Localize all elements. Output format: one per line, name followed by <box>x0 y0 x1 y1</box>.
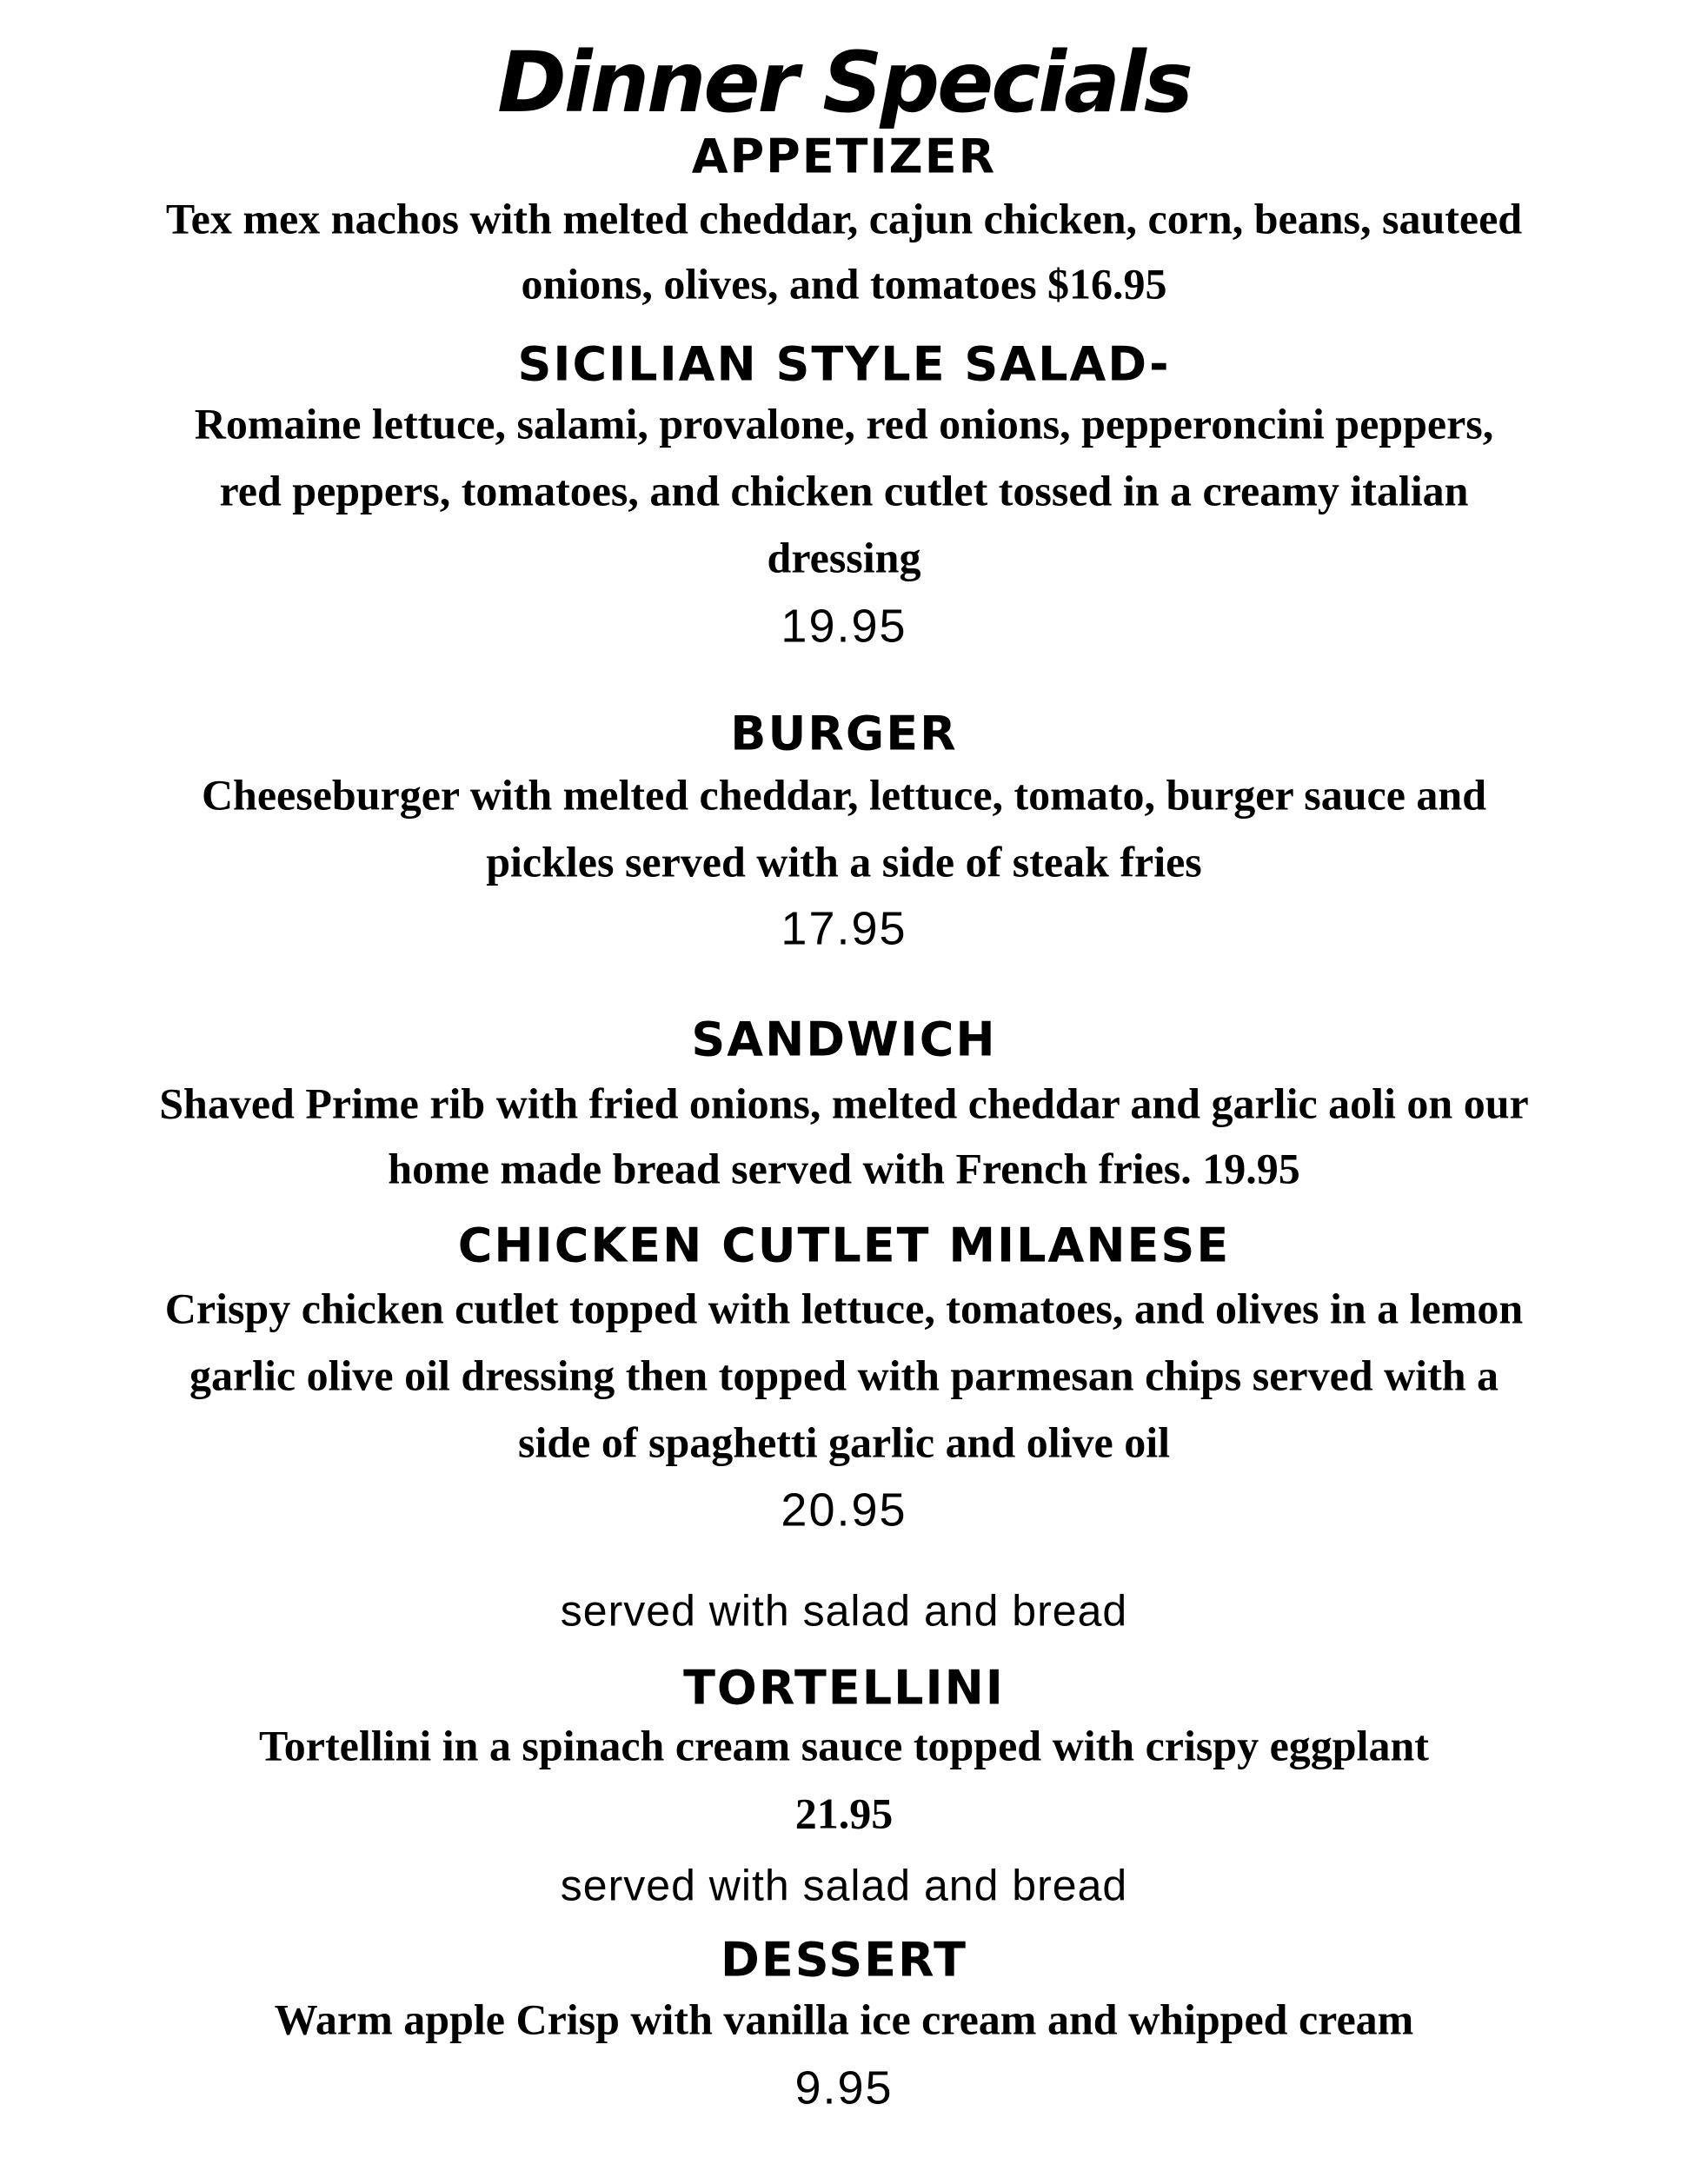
section-heading: APPETIZER <box>691 129 997 184</box>
description-line: garlic olive oil dressing then topped with parmesan chips served with a <box>189 1351 1499 1400</box>
price: 19.95 <box>781 600 907 653</box>
price: 20.95 <box>781 1484 907 1537</box>
section-heading: BURGER <box>730 706 958 761</box>
section-heading: TORTELLINI <box>683 1660 1005 1716</box>
price: 9.95 <box>794 2061 894 2114</box>
section-heading: SANDWICH <box>691 1012 997 1067</box>
description-line: red peppers, tomatoes, and chicken cutlet tossed in a creamy italian <box>219 466 1469 515</box>
price: 17.95 <box>781 902 907 955</box>
description-line: Shaved Prime rib with fried onions, melted cheddar and garlic aoli on our <box>159 1079 1529 1128</box>
description-line: pickles served with a side of steak fries <box>486 837 1202 886</box>
description-line: home made bread served with French fries. 19.95 <box>388 1144 1300 1193</box>
description-line: Warm apple Crisp with vanilla ice cream and whipped cream <box>274 1995 1414 2044</box>
section-heading: CHICKEN CUTLET MILANESE <box>457 1218 1231 1273</box>
section-heading: SICILIAN STYLE SALAD- <box>517 336 1171 392</box>
page-title: Dinner Specials <box>497 34 1191 132</box>
description-line: onions, olives, and tomatoes $16.95 <box>521 259 1167 309</box>
section-heading: DESSERT <box>721 1932 967 1988</box>
served-with-note: served with salad and bread <box>560 1586 1128 1636</box>
price: 21.95 <box>794 1789 894 1838</box>
description-line: dressing <box>767 533 921 582</box>
served-with-note: served with salad and bread <box>560 1861 1128 1910</box>
description-line: Cheeseburger with melted cheddar, lettuce, tomato, burger sauce and <box>201 770 1487 820</box>
description-line: Tortellini in a spinach cream sauce topped with crispy eggplant <box>259 1721 1429 1770</box>
description-line: Tex mex nachos with melted cheddar, cajun chicken, corn, beans, sauteed <box>165 194 1523 243</box>
description-line: side of spaghetti garlic and olive oil <box>518 1417 1170 1467</box>
description-line: Crispy chicken cutlet topped with lettuce, tomatoes, and olives in a lemon <box>164 1284 1524 1333</box>
description-line: Romaine lettuce, salami, provalone, red onions, pepperoncini peppers, <box>194 399 1494 448</box>
